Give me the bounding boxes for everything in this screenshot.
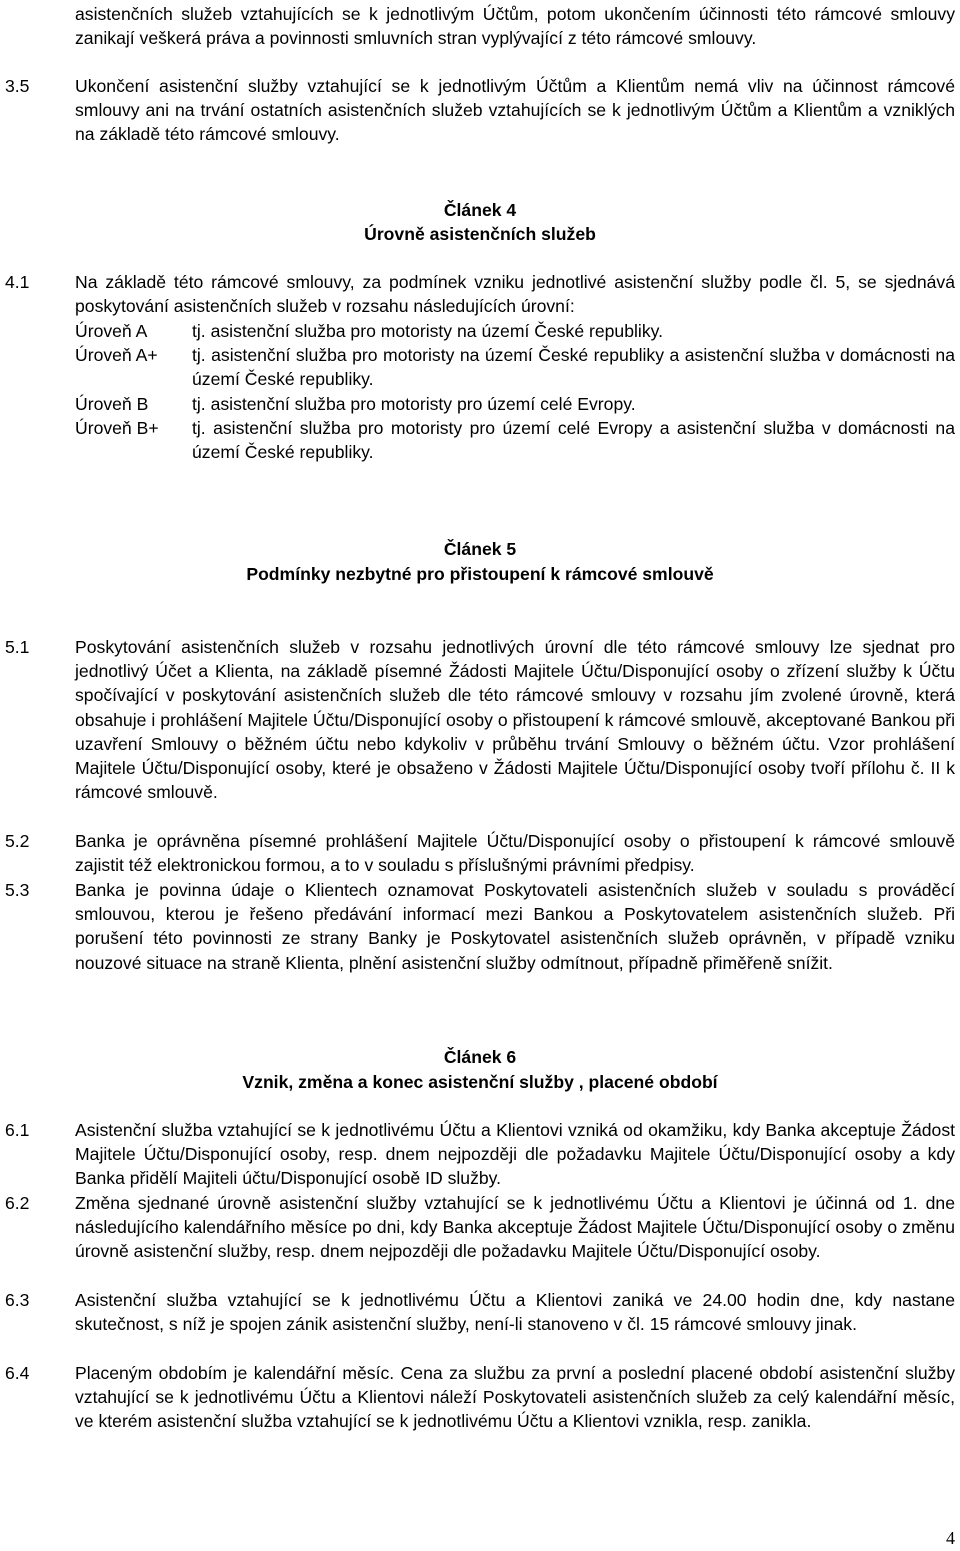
level-b-text: tj. asistenční služba pro motoristy pro území celé Evropy. <box>192 394 636 414</box>
paragraph-number-5-3: 5.3 <box>5 880 30 900</box>
article-4-title: Úrovně asistenčních služeb <box>364 224 596 244</box>
paragraph-number-6-4: 6.4 <box>5 1363 30 1383</box>
continuation-paragraph: asistenčních služeb vztahujících se k jednotlivým Účtům, potom ukončením účinnosti této rámcové smlouvy zanikají veškerá práva a povinnosti smluvních stran vyplývající z této rámcové smlouvy. <box>75 4 955 49</box>
article-6-title: Vznik, změna a konec asistenční služby , placené období <box>242 1072 718 1092</box>
paragraph-3-5: Ukončení asistenční služby vztahující se k jednotlivým Účtům a Klientům nemá vliv na účinnost rámcové smlouvy ani na trvání ostatních asistenčních služeb vztahujících se k jednotlivým Účtům a Klientům a vzniklých na základě této rámcové smlouvy. <box>75 76 955 145</box>
paragraph-number-6-1: 6.1 <box>5 1120 30 1140</box>
level-b-plus-name: Úroveň B+ <box>75 418 159 438</box>
paragraph-6-3: Asistenční služba vztahující se k jednotlivému Účtu a Klientovi zaniká ve 24.00 hodin dne, kdy nastane skutečnost, s níž je spojen zánik asistenční služby, není-li stanoveno v čl. 15 rámcové smlouvy jinak. <box>75 1290 955 1335</box>
paragraph-number-5-2: 5.2 <box>5 831 30 851</box>
paragraph-number-6-3: 6.3 <box>5 1290 30 1310</box>
level-a-text: tj. asistenční služba pro motoristy na území České republiky. <box>192 321 663 341</box>
level-b-name: Úroveň B <box>75 394 149 414</box>
paragraph-6-4: Placeným obdobím je kalendářní měsíc. Cena za službu za první a poslední placené období asistenční služby vztahující se k jednotlivému Účtu a Klientovi náleží Poskytovateli asistenčních služeb za celý kalendářní měsíc, ve kterém asistenční služba vztahující se k jednotlivému Účtu a Klientovi vznikla, resp. zanikla. <box>75 1363 955 1432</box>
article-6-heading: Článek 6 <box>443 1047 517 1067</box>
paragraph-5-3: Banka je povinna údaje o Klientech oznamovat Poskytovateli asistenčních služeb v souladu s prováděcí smlouvou, kterou je řešeno předávání informací mezi Bankou a Poskytovatelem asistenčních služeb. Při porušení této povinnosti ze strany Banky je Poskytovatel asistenčních služeb oprávněn, v případě vzniku nouzové situace na straně Klienta, plnění asistenční služby odmítnout, případně přiměřeně snížit. <box>75 880 955 973</box>
article-4-heading: Článek 4 <box>443 200 517 220</box>
paragraph-number-4-1: 4.1 <box>5 272 30 292</box>
level-a-plus-name: Úroveň A+ <box>75 345 158 365</box>
article-5-title: Podmínky nezbytné pro přistoupení k rámcové smlouvě <box>246 564 714 584</box>
article-5-heading: Článek 5 <box>443 539 517 559</box>
page-number: 4 <box>946 1528 955 1548</box>
level-b-plus-text: tj. asistenční služba pro motoristy pro území celé Evropy a asistenční služba v domácnosti na území České republiky. <box>192 418 955 463</box>
paragraph-number-5-1: 5.1 <box>5 637 30 657</box>
paragraph-5-1: Poskytování asistenčních služeb v rozsahu jednotlivých úrovní dle této rámcové smlouvy lze sjednat pro jednotlivý Účet a Klienta, na základě písemné Žádosti Majitele Účtu/Disponující osoby o zřízení služby k Účtu spočívající v poskytování asistenčních služeb dle této rámcové smlouvy v rozsahu jím zvolené úrovně, která obsahuje i prohlášení Majitele Účtu/Disponující osoby o přistoupení k rámcové smlouvě, akceptované Bankou při uzavření Smlouvy o běžném účtu nebo kdykoliv v průběhu trvání Smlouvy o běžném účtu. Vzor prohlášení Majitele Účtu/Disponující osoby, které je obsaženo v Žádosti Majitele Účtu/Disponující osoby tvoří přílohu č. II k rámcové smlouvě. <box>75 637 955 803</box>
paragraph-number-6-2: 6.2 <box>5 1193 30 1213</box>
level-a-plus-text: tj. asistenční služba pro motoristy na území České republiky a asistenční služba v domácnosti na území České republiky. <box>192 345 955 390</box>
paragraph-5-2: Banka je oprávněna písemné prohlášení Majitele Účtu/Disponující osoby o přistoupení k rámcové smlouvě zajistit též elektronickou formou, a to v souladu s příslušnými právními předpisy. <box>75 831 955 876</box>
paragraph-4-1: Na základě této rámcové smlouvy, za podmínek vzniku jednotlivé asistenční služby podle čl. 5, se sjednává poskytování asistenčních služeb v rozsahu následujících úrovní: <box>75 272 955 317</box>
paragraph-number-3-5: 3.5 <box>5 76 30 96</box>
paragraph-6-1: Asistenční služba vztahující se k jednotlivému Účtu a Klientovi vzniká od okamžiku, kdy Banka akceptuje Žádost Majitele Účtu/Disponující osoby, resp. dnem nejpozději dle požadavku Majitele Účtu/Disponující osoby a kdy Banka přidělí Majiteli účtu/Disponující osobě ID služby. <box>75 1120 955 1189</box>
paragraph-6-2: Změna sjednané úrovně asistenční služby vztahující se k jednotlivému Účtu a Klientovi je účinná od 1. dne následujícího kalendářního měsíce po dni, kdy Banka akceptuje Žádost Majitele Účtu/Disponující osoby o změnu úrovně asistenční služby, resp. dnem nejpozději dle požadavku Majitele Účtu/Disponující osoby. <box>75 1193 955 1262</box>
level-a-name: Úroveň A <box>75 321 148 341</box>
